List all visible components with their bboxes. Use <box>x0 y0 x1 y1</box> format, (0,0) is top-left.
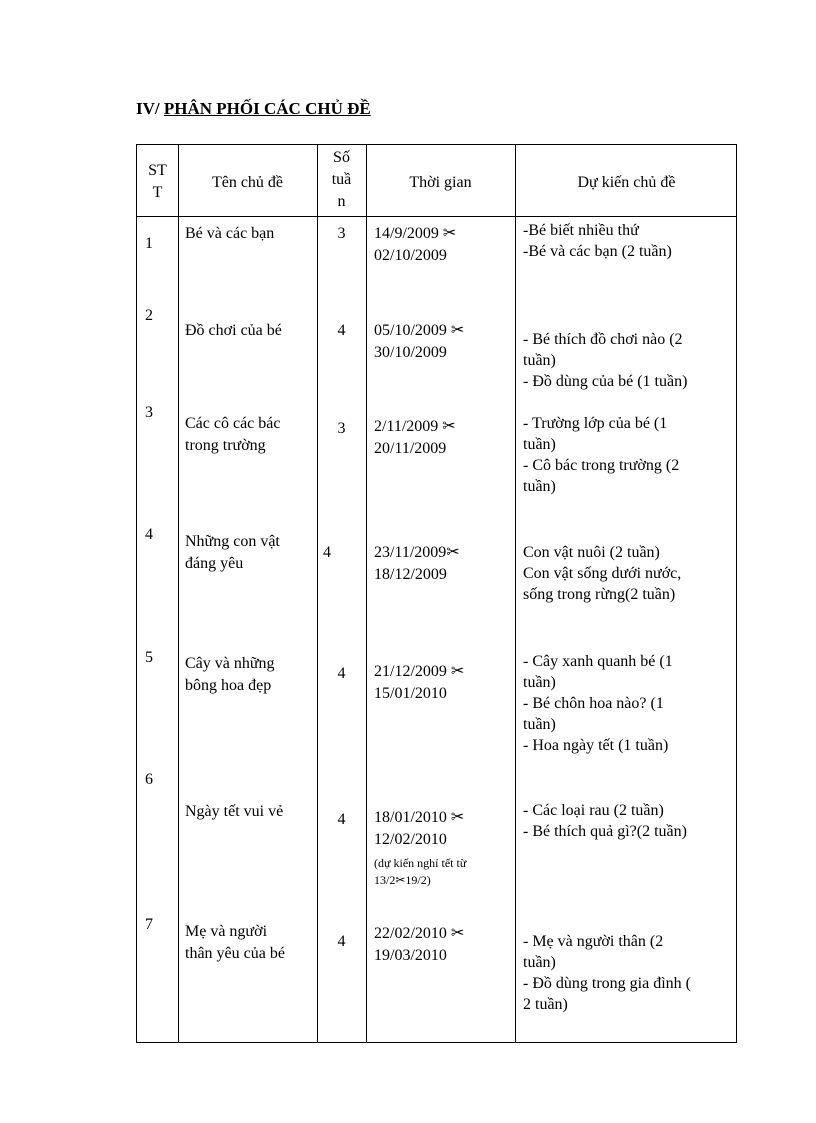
topic-name: Các cô các bác trong trường <box>185 415 281 454</box>
header-plan: Dự kiến chủ đề <box>577 174 676 191</box>
heading-prefix: IV/ <box>136 99 164 118</box>
week-count: 4 <box>337 665 346 682</box>
week-count: 3 <box>337 420 346 437</box>
plan-line: tuần) <box>523 478 556 495</box>
col-divider <box>366 145 367 1042</box>
week-count: 4 <box>337 322 346 339</box>
topic-name: Ngày tết vui vẻ <box>185 803 284 820</box>
week-count: 4 <box>337 933 346 950</box>
topic-table <box>136 144 737 1043</box>
col-divider <box>515 145 516 1042</box>
plan-line: tuần) <box>523 674 556 691</box>
row-number: 7 <box>145 916 153 933</box>
plan-line: Con vật nuôi (2 tuần) <box>523 544 660 561</box>
time-note: (dự kiến nghỉ tết từ 13/2✂19/2) <box>374 856 467 887</box>
plan-line: - Bé chôn hoa nào? (1 <box>523 695 664 712</box>
row-number: 5 <box>145 649 153 666</box>
topic-name: Những con vật đáng yêu <box>185 533 280 572</box>
col-divider <box>317 145 318 1042</box>
time-range: 18/01/2010 ✂ 12/02/2010 (dự kiến nghỉ tết từ 13/2✂19/2) <box>374 807 515 889</box>
plan-line: - Đồ dùng trong gia đình ( <box>523 975 691 992</box>
row-number: 2 <box>145 307 153 324</box>
plan-line: Con vật sống dưới nước, <box>523 565 682 582</box>
time-range: 05/10/2009 ✂ 30/10/2009 <box>374 322 465 361</box>
topic-plan <box>523 651 735 756</box>
plan-line: 2 tuần) <box>523 996 568 1013</box>
week-count: 4 <box>337 811 346 828</box>
plan-line: - Bé thích đồ chơi nào (2 <box>523 331 683 348</box>
topic-name: Bé và các bạn <box>185 225 275 242</box>
header-time: Thời gian <box>409 174 472 191</box>
time-range: 14/9/2009 ✂ 02/10/2009 <box>374 225 457 264</box>
plan-line: - Trường lớp của bé (1 <box>523 415 668 432</box>
time-range: 22/02/2010 ✂ 19/03/2010 <box>374 925 465 964</box>
topic-plan <box>523 931 735 1015</box>
plan-line: sống trong rừng(2 tuần) <box>523 586 676 603</box>
header-stt: ST T <box>148 162 167 201</box>
week-count: 3 <box>337 225 346 242</box>
plan-line: - Mẹ và người thân (2 <box>523 933 664 950</box>
time-range: 2/11/2009 ✂ 20/11/2009 <box>374 418 456 457</box>
plan-line: tuần) <box>523 954 556 971</box>
heading-title: PHÂN PHỐI CÁC CHỦ ĐỀ <box>163 99 371 118</box>
header-weeks: Số tuầ n <box>331 149 352 210</box>
header-name: Tên chủ đề <box>211 174 284 191</box>
topic-plan <box>523 413 735 497</box>
plan-line: - Các loại rau (2 tuần) <box>523 802 664 819</box>
plan-line: - Cô bác trong trường (2 <box>523 457 680 474</box>
plan-line: tuần) <box>523 436 556 453</box>
row-number: 3 <box>145 404 153 421</box>
plan-line: - Hoa ngày tết (1 tuần) <box>523 737 669 754</box>
section-heading <box>136 99 371 119</box>
time-range: 23/11/2009✂ 18/12/2009 <box>374 544 460 583</box>
col-divider <box>178 145 179 1042</box>
header-divider <box>137 216 736 217</box>
topic-name: Mẹ và người thân yêu của bé <box>185 923 285 962</box>
topic-plan <box>523 220 735 262</box>
topic-plan <box>523 542 735 605</box>
plan-line: -Bé và các bạn (2 tuần) <box>523 243 672 260</box>
topic-plan <box>523 800 735 842</box>
plan-line: tuần) <box>523 716 556 733</box>
plan-line: tuần) <box>523 352 556 369</box>
plan-line: -Bé biết nhiều thứ <box>523 222 639 239</box>
time-range: 21/12/2009 ✂ 15/01/2010 <box>374 663 465 702</box>
plan-line: - Cây xanh quanh bé (1 <box>523 653 673 670</box>
row-number: 6 <box>145 771 153 788</box>
topic-plan <box>523 329 735 392</box>
row-number: 4 <box>145 526 153 543</box>
week-count: 4 <box>323 544 331 561</box>
plan-line: - Bé thích quả gì?(2 tuần) <box>523 823 687 840</box>
plan-line: - Đồ dùng của bé (1 tuần) <box>523 373 688 390</box>
topic-name: Cây và những bông hoa đẹp <box>185 655 275 694</box>
topic-name: Đồ chơi của bé <box>185 322 282 339</box>
row-number: 1 <box>145 235 153 252</box>
